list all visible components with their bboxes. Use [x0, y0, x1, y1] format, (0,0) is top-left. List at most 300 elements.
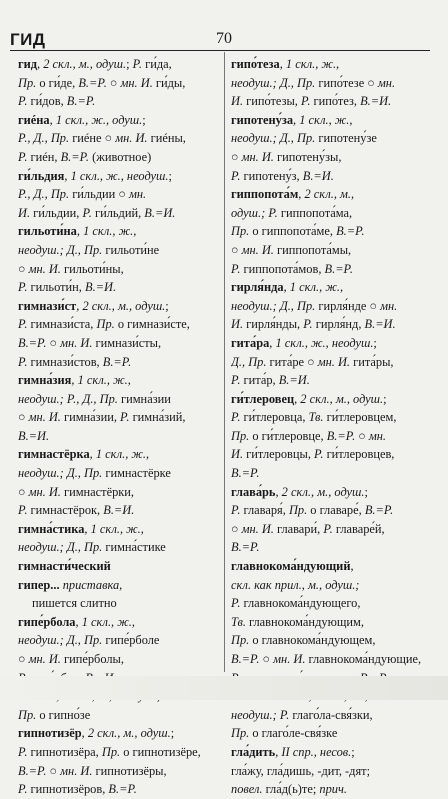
grammar-label: , 2 скл., м.,: [298, 187, 355, 202]
entry-text: ги́тлеровцев,: [323, 447, 395, 462]
entry-text: главаря́,: [240, 503, 289, 518]
dictionary-line: [231, 706, 439, 725]
entry-text: ○: [46, 335, 61, 350]
grammar-label: , 1 скл., ж.,: [75, 614, 135, 629]
entry-text: гипнотизёра,: [27, 744, 102, 759]
entry-text: ○: [231, 521, 242, 536]
entry-text: гиппопота́мов,: [240, 261, 325, 276]
entry-text: гирля́нд,: [312, 317, 365, 332]
grammar-label: скл. как прил., м., одуш.;: [231, 577, 360, 592]
entry-text: гипе́рболе: [102, 633, 160, 648]
dictionary-line: [231, 594, 439, 613]
grammar-label: неодуш.;: [231, 75, 277, 90]
dictionary-line: [231, 408, 439, 427]
grammar-label: Д.,: [231, 354, 246, 369]
entry-text: гипнотизёров,: [27, 782, 109, 797]
grammar-label: Р.: [268, 205, 278, 220]
dictionary-line: [231, 260, 439, 279]
grammar-label: Р.: [18, 149, 28, 164]
grammar-label: мн.: [380, 298, 398, 313]
grammar-label: Р.: [18, 354, 28, 369]
grammar-label: мн. И.: [241, 242, 274, 257]
grammar-label: В.=И.: [302, 168, 334, 183]
grammar-label: мн. И.: [241, 149, 274, 164]
entry-text: ,: [350, 559, 354, 574]
dictionary-line: [18, 167, 226, 186]
grammar-label: Пр.: [84, 633, 103, 648]
entry-text: главнокома́ндующим,: [245, 614, 364, 629]
dictionary-line: [18, 650, 226, 669]
dictionary-line: [231, 650, 439, 669]
headword: гимнастёрка: [18, 447, 90, 462]
entry-text: ;: [383, 391, 387, 406]
entry-text: гиппопота́ма,: [277, 205, 353, 220]
entry-text: о глаго́ле-свя́зке: [249, 726, 338, 741]
dictionary-line: [18, 297, 226, 316]
grammar-label: Пр.: [231, 428, 250, 443]
dictionary-line: [231, 241, 439, 260]
headword: гимнасти́ческий: [18, 559, 111, 574]
headword: глава́рь: [231, 484, 276, 499]
grammar-label: , 1 скл., ж.,: [89, 447, 150, 462]
grammar-label: Р.: [301, 94, 311, 109]
entry-text: ○: [231, 242, 242, 257]
headword: гита́ра: [231, 335, 270, 350]
entry-text: гимна́зии,: [60, 410, 121, 425]
entry-text: ги́да,: [142, 57, 172, 71]
entry-text: гимнази́сты,: [92, 335, 162, 350]
grammar-label: , 1 скл., ж.,: [71, 373, 131, 388]
dictionary-line: [231, 315, 439, 334]
dictionary-line: [231, 557, 439, 576]
grammar-label: , 1 скл., ж., неодуш.: [269, 335, 374, 350]
entry-text: ;: [373, 335, 377, 350]
dictionary-line: [18, 483, 226, 502]
entry-text: ишь, -дит, -дят;: [289, 763, 371, 778]
grammar-label: , 2 скл., м., одуш.: [37, 57, 127, 71]
grammar-label: мн. И.: [115, 131, 148, 146]
dictionary-line: [18, 706, 226, 725]
grammar-label: Д.,: [279, 131, 294, 146]
dictionary-line: [231, 222, 439, 241]
headword: гирля́нда: [231, 280, 284, 295]
dictionary-line: [18, 613, 226, 632]
entry-text: гирля́нде ○: [315, 298, 381, 313]
entry-text: ;: [165, 298, 169, 313]
entry-text: гита́ре ○: [266, 354, 318, 369]
grammar-label: , 2 скл., м., одуш.: [81, 726, 171, 741]
dictionary-line: [231, 111, 439, 130]
grammar-label: В.=Р.: [60, 149, 90, 164]
grammar-label: Д.,: [82, 391, 97, 406]
headword: главнокома́ндующий: [231, 559, 351, 574]
dictionary-line: [231, 129, 439, 148]
dictionary-line: [18, 501, 226, 520]
grammar-label: Пр.: [231, 633, 250, 648]
grammar-label: Д.,: [66, 466, 81, 481]
page-bottom-edge: [0, 676, 448, 700]
grammar-label: Д.,: [33, 131, 48, 146]
entry-text: гимнастёрок,: [27, 503, 104, 518]
running-head-word: ГИД: [10, 30, 46, 49]
entry-text: ○: [231, 149, 242, 164]
grammar-label: Пр.: [297, 298, 316, 313]
grammar-label: мн. И.: [120, 75, 153, 90]
dictionary-line: [231, 148, 439, 167]
dictionary-line: [18, 371, 226, 390]
entry-text: главаре́й,: [332, 521, 385, 536]
entry-text: гипо́тезе ○: [315, 75, 378, 90]
grammar-label: Пр.: [84, 242, 103, 257]
dictionary-line: [18, 315, 226, 334]
dictionary-line: [18, 594, 226, 613]
dictionary-line: [18, 408, 226, 427]
grammar-label: Д.,: [279, 298, 294, 313]
grammar-label: В.=И.: [278, 373, 310, 388]
dictionary-line: [231, 538, 439, 557]
dictionary-line: [231, 371, 439, 390]
entry-text: ги́тлеровцем,: [323, 410, 397, 425]
grammar-label: В.=Р.: [18, 763, 47, 778]
grammar-label: В.=Р.: [108, 782, 137, 797]
dictionary-line: [18, 260, 226, 279]
entry-text: гипотену́зе: [315, 131, 377, 146]
grammar-label: И.: [231, 317, 244, 332]
dictionary-line: [231, 427, 439, 446]
grammar-label: Пр.: [231, 726, 250, 741]
grammar-label: Р.: [323, 521, 333, 536]
dictionary-line: [18, 278, 226, 297]
headword: гиéна: [18, 112, 50, 127]
grammar-label: Р.: [279, 707, 290, 722]
grammar-label: Пр.: [18, 75, 37, 90]
grammar-label: , II спр., несов.: [275, 744, 352, 759]
grammar-label: мн. И.: [28, 652, 61, 666]
grammar-label: Р.: [231, 503, 241, 518]
grammar-label: Р.: [314, 447, 324, 462]
entry-text: о гиппопота́ме,: [249, 224, 337, 239]
grammar-label: , 1 скл., ж.,: [283, 280, 344, 295]
page-number: 70: [216, 30, 232, 47]
dictionary-line: [231, 631, 439, 650]
dictionary-line: [18, 780, 226, 799]
entry-text: о гипнотизёре,: [120, 744, 201, 759]
grammar-label: Пр.: [18, 707, 37, 722]
grammar-label: неодуш.;: [18, 242, 64, 257]
grammar-label: Тв.: [308, 410, 324, 425]
grammar-label: Тв.: [231, 614, 246, 629]
grammar-label: мн.: [368, 428, 387, 443]
dictionary-line: [18, 55, 226, 74]
grammar-label: неодуш.;: [18, 466, 64, 481]
grammar-label: Р.: [18, 94, 28, 109]
grammar-label: , 1 скл., ж., неодуш.: [64, 168, 169, 183]
grammar-label: , 1 скл., ж.,: [84, 521, 144, 536]
grammar-label: неодуш.;: [231, 131, 277, 146]
dictionary-line: [231, 334, 439, 353]
dictionary-line: [231, 445, 439, 464]
dictionary-line: [231, 185, 439, 204]
grammar-label: мн. И.: [60, 335, 93, 350]
grammar-label: мн. И.: [241, 521, 274, 536]
headword: гипо́теза: [231, 57, 280, 71]
dictionary-line: [231, 501, 439, 520]
grammar-label: Д.,: [279, 75, 294, 90]
dictionary-line: [18, 334, 226, 353]
entry-text: ,: [49, 112, 56, 127]
dictionary-line: [231, 613, 439, 632]
entry-text: ○: [106, 75, 121, 90]
dictionary-line: [18, 353, 226, 372]
entry-text: о гипно́зе: [36, 707, 91, 722]
grammar-label: неодуш.;: [231, 298, 277, 313]
entry-text: гипо́тезы,: [243, 94, 302, 109]
headword: гид: [18, 57, 38, 71]
entry-text: о главаре́,: [307, 503, 365, 518]
grammar-label: Р.: [18, 744, 28, 759]
dictionary-line: [18, 204, 226, 223]
dictionary-line: [231, 390, 439, 409]
dictionary-line: [18, 520, 226, 539]
grammar-label: Р.: [18, 280, 28, 295]
entry-text: главнокома́ндующего,: [240, 596, 361, 611]
grammar-label: Д.,: [66, 242, 81, 257]
grammar-label: В.=Р.: [231, 540, 260, 555]
grammar-label: неодуш.;: [18, 391, 64, 406]
entry-text: гиéн,: [27, 149, 61, 164]
dictionary-line: [231, 780, 439, 799]
dictionary-line: [231, 204, 439, 223]
grammar-label: В.=Р.: [326, 428, 356, 443]
grammar-label: , 1 скл., ж.,: [279, 57, 340, 71]
entry-text: ○: [18, 484, 29, 499]
dictionary-line: [231, 297, 439, 316]
grammar-label: Пр.: [50, 131, 70, 146]
entry-text: ;: [351, 744, 355, 759]
entry-text: ги́льдии ○: [69, 187, 129, 202]
dictionary-line: [231, 55, 439, 74]
dictionary-line: [231, 92, 439, 111]
entry-text: гла́жу, гла́д: [231, 763, 290, 778]
headword: гипотену́за: [231, 112, 294, 127]
grammar-label: мн. И.: [28, 484, 61, 499]
dictionary-line: [231, 464, 439, 483]
grammar-label: В.=Р.: [364, 503, 394, 518]
grammar-label: , 1 скл., ж.,: [293, 112, 353, 127]
dictionary-line: [18, 111, 226, 130]
grammar-label: В.=Р.: [66, 94, 96, 109]
grammar-label: Пр.: [288, 503, 308, 518]
dictionary-line: [231, 167, 439, 186]
grammar-label: Пр.: [96, 317, 115, 332]
grammar-label: мн. И.: [317, 354, 351, 369]
grammar-label: Д.,: [66, 633, 81, 648]
dictionary-line: [18, 762, 226, 781]
headword: гимна́стика: [18, 521, 85, 536]
entry-text: гита́р,: [240, 373, 279, 388]
grammar-label: В.=Р.: [18, 335, 47, 350]
headword: гимнази́ст: [18, 298, 77, 313]
grammar-label: Р.: [231, 596, 241, 611]
entry-text: ги́тлеровцы,: [243, 447, 315, 462]
grammar-label: И.: [231, 447, 244, 462]
grammar-label: В.=Р.: [231, 466, 260, 481]
entry-text: гимнази́ста,: [27, 317, 97, 332]
dictionary-line: [231, 762, 439, 781]
entry-text: гипнотизёры,: [92, 763, 167, 778]
grammar-label: В.=Р.: [336, 224, 365, 239]
entry-text: ○: [18, 410, 29, 425]
grammar-label: В.=Р.: [102, 354, 132, 369]
grammar-label: Пр.: [297, 131, 316, 146]
grammar-label: неодуш.;: [231, 707, 277, 722]
grammar-label: Р.: [18, 782, 28, 797]
entry-text: ги́льдии,: [30, 205, 83, 220]
grammar-label: В.=И.: [364, 317, 396, 332]
page-header: [10, 10, 430, 49]
dictionary-line: [231, 483, 439, 502]
entry-text: ○: [46, 763, 61, 778]
grammar-label: неодуш.;: [18, 540, 64, 555]
dictionary-line: [231, 743, 439, 762]
grammar-label: мн. И.: [273, 652, 306, 666]
grammar-label: Пр.: [50, 187, 70, 202]
entry-text: гипотену́з,: [240, 168, 303, 183]
entry-text: гиéне ○: [69, 131, 116, 146]
dictionary-line: [18, 390, 226, 409]
header-rule: [10, 50, 430, 51]
grammar-label: Р.: [231, 373, 241, 388]
grammar-label: , 2 скл., м., одуш.: [294, 391, 384, 406]
grammar-label: Р.: [132, 57, 143, 71]
grammar-label: В.=Р.: [78, 75, 107, 90]
dictionary-line: [231, 724, 439, 743]
grammar-label: , 2 скл., м., одуш.: [76, 298, 166, 313]
dictionary-line: [18, 222, 226, 241]
dictionary-line: [18, 445, 226, 464]
grammar-label: Р.: [18, 503, 28, 518]
dictionary-line: [18, 185, 226, 204]
entry-text: гиéны,: [147, 131, 186, 146]
entry-text: ;: [170, 726, 175, 741]
grammar-label: Р.: [18, 317, 28, 332]
dictionary-line: [18, 74, 226, 93]
grammar-label: неодуш.;: [18, 633, 64, 648]
grammar-label: Пр.: [84, 540, 103, 555]
headword: ги́тлеровец: [231, 391, 295, 406]
entry-text: гимнастёрке: [102, 466, 171, 481]
grammar-label: Р.: [303, 317, 313, 332]
grammar-label: мн. И.: [28, 410, 61, 425]
entry-text: пишется слитно: [32, 596, 117, 611]
entry-text: главари́,: [273, 521, 324, 536]
grammar-label: одуш.;: [231, 205, 266, 220]
dictionary-line: [231, 576, 439, 595]
entry-text: глаго́ла-свя́зки,: [289, 707, 373, 722]
grammar-label: Пр.: [101, 744, 121, 759]
entry-text: гирля́нды,: [243, 317, 304, 332]
entry-text: гиппопота́мы,: [273, 242, 352, 257]
headword: гиппопота́м: [231, 187, 299, 202]
entry-text: гимна́зий,: [129, 410, 186, 425]
entry-text: ○: [355, 428, 369, 443]
dictionary-line: [18, 724, 226, 743]
grammar-label: прич.: [319, 782, 347, 797]
entry-text: о ги́де,: [36, 75, 79, 90]
entry-text: (животное): [89, 149, 152, 164]
headword: гимна́зия: [18, 373, 72, 388]
entry-text: гипе́рболы,: [60, 652, 124, 666]
entry-text: ги́льдий,: [91, 205, 145, 220]
entry-text: о главнокома́ндующем,: [249, 633, 376, 648]
dictionary-line: [18, 148, 226, 167]
grammar-label: мн.: [128, 187, 147, 202]
grammar-label: , 1 скл., ж.,: [76, 224, 137, 239]
entry-text: ги́дов,: [27, 94, 67, 109]
entry-text: гипотену́зы,: [273, 149, 342, 164]
grammar-label: Пр.: [231, 224, 250, 239]
dictionary-line: [18, 464, 226, 483]
grammar-label: И.: [18, 205, 31, 220]
grammar-label: приставка,: [62, 577, 123, 592]
grammar-label: В.=Р.: [324, 261, 353, 276]
entry-text: ги́тлеровца,: [240, 410, 309, 425]
headword: гильоти́на: [18, 224, 77, 239]
grammar-label: В.=И.: [144, 205, 176, 220]
grammar-label: Пр.: [297, 75, 316, 90]
entry-text: гимнази́стов,: [27, 354, 103, 369]
entry-text: ги́ды,: [152, 75, 186, 90]
grammar-label: 1 скл., ж., одуш.: [55, 112, 143, 127]
entry-text: ;: [364, 484, 368, 499]
dictionary-line: [18, 743, 226, 762]
entry-text: ○: [18, 261, 29, 276]
grammar-label: Пр.: [99, 391, 118, 406]
entry-text: главнокома́ндующие,: [305, 652, 422, 666]
entry-text: ;: [126, 57, 133, 71]
grammar-label: Р.: [120, 410, 130, 425]
entry-text: гла́д(ь)те;: [262, 782, 320, 797]
dictionary-line: [231, 520, 439, 539]
entry-text: ;: [168, 168, 172, 183]
grammar-label: мн. И.: [60, 763, 93, 778]
entry-text: гильоти́ны,: [60, 261, 124, 276]
dictionary-line: [231, 278, 439, 297]
headword: гипе́рбола: [18, 614, 76, 629]
entry-text: ;: [142, 112, 146, 127]
entry-text: гимна́стике: [102, 540, 166, 555]
headword: гипнотизёр: [18, 726, 82, 741]
dictionary-line: [18, 427, 226, 446]
entry-text: гита́ры,: [350, 354, 394, 369]
entry-text: гипо́тез,: [310, 94, 361, 109]
grammar-label: мн. И.: [28, 261, 61, 276]
grammar-label: В.=И.: [103, 503, 135, 518]
entry-text: гимна́зии: [117, 391, 171, 406]
dictionary-line: [231, 353, 439, 372]
headword: ги́льдия: [18, 168, 65, 183]
grammar-label: Р.,: [18, 131, 31, 146]
dictionary-line: [18, 129, 226, 148]
dictionary-line: [18, 557, 226, 576]
dictionary-line: [18, 631, 226, 650]
grammar-label: И.: [231, 94, 244, 109]
grammar-label: Р.,: [66, 391, 80, 406]
grammar-label: , 2 скл., м., одуш.: [275, 484, 365, 499]
dictionary-line: [18, 576, 226, 595]
grammar-label: Пр.: [84, 466, 103, 481]
grammar-label: В.=И.: [18, 428, 50, 443]
